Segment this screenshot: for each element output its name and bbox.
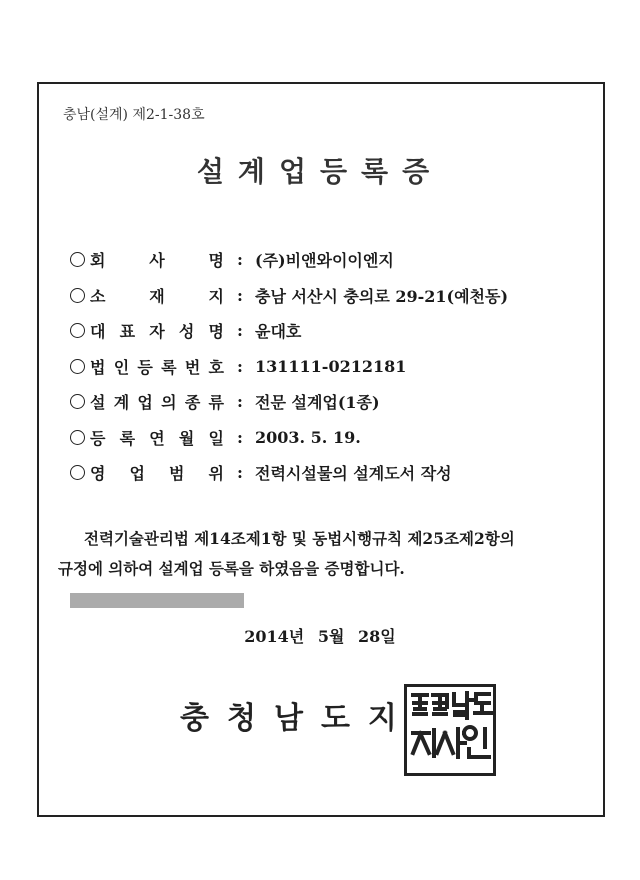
field-label: 설 계 업 의 종 류 bbox=[90, 393, 225, 413]
field-value: 윤대호 bbox=[255, 322, 302, 342]
field-row-representative bbox=[70, 313, 590, 349]
field-row-business-type bbox=[70, 384, 590, 420]
circle-bullet-icon bbox=[70, 394, 85, 409]
field-value: 전문 설계업(1종) bbox=[255, 393, 380, 413]
field-label: 소 재 지 bbox=[90, 286, 225, 306]
field-value: 131111-0212181 bbox=[255, 356, 407, 376]
field-label: 법 인 등 록 번 호 bbox=[90, 357, 225, 377]
field-list bbox=[70, 242, 590, 491]
statement-line: 규정에 의하여 설계업 등록을 하였음을 증명합니다. bbox=[58, 559, 405, 578]
redacted-text bbox=[70, 593, 244, 608]
field-value: (주)비앤와이이엔지 bbox=[255, 251, 394, 271]
field-label: 등 록 연 월 일 bbox=[90, 428, 225, 448]
field-value: 2003. 5. 19. bbox=[255, 427, 361, 447]
circle-bullet-icon bbox=[70, 323, 85, 338]
field-colon: : bbox=[237, 356, 243, 376]
document-number: 충남(설계) 제2-1-38호 bbox=[63, 107, 205, 123]
field-colon: : bbox=[237, 463, 243, 483]
circle-bullet-icon bbox=[70, 430, 85, 445]
certification-statement bbox=[58, 524, 578, 584]
field-colon: : bbox=[237, 250, 243, 270]
field-value: 전력시설물의 설계도서 작성 bbox=[255, 464, 452, 484]
field-colon: : bbox=[237, 392, 243, 412]
circle-bullet-icon bbox=[70, 359, 85, 374]
field-row-address bbox=[70, 278, 590, 314]
issue-date: 2014년 5월 28일 bbox=[244, 627, 396, 646]
field-label: 대 표 자 성 명 bbox=[90, 322, 225, 342]
field-colon: : bbox=[237, 321, 243, 341]
field-label: 영 업 범 위 bbox=[90, 464, 225, 484]
certificate-title: 설계업등록증 bbox=[196, 155, 444, 188]
statement-line: 전력기술관리법 제14조제1항 및 동법시행규칙 제25조제2항의 bbox=[84, 529, 515, 548]
circle-bullet-icon bbox=[70, 252, 85, 267]
field-row-company-name bbox=[70, 242, 590, 278]
circle-bullet-icon bbox=[70, 288, 85, 303]
circle-bullet-icon bbox=[70, 465, 85, 480]
field-colon: : bbox=[237, 427, 243, 447]
official-seal bbox=[404, 684, 496, 776]
field-row-corporate-registration-number bbox=[70, 349, 590, 385]
field-value: 충남 서산시 충의로 29-21(예천동) bbox=[255, 286, 509, 306]
field-row-registration-date bbox=[70, 420, 590, 456]
issuer-name: 충청남도지 bbox=[180, 701, 415, 736]
field-row-business-scope bbox=[70, 455, 590, 491]
field-colon: : bbox=[237, 285, 243, 305]
field-label: 회 사 명 bbox=[90, 251, 225, 271]
